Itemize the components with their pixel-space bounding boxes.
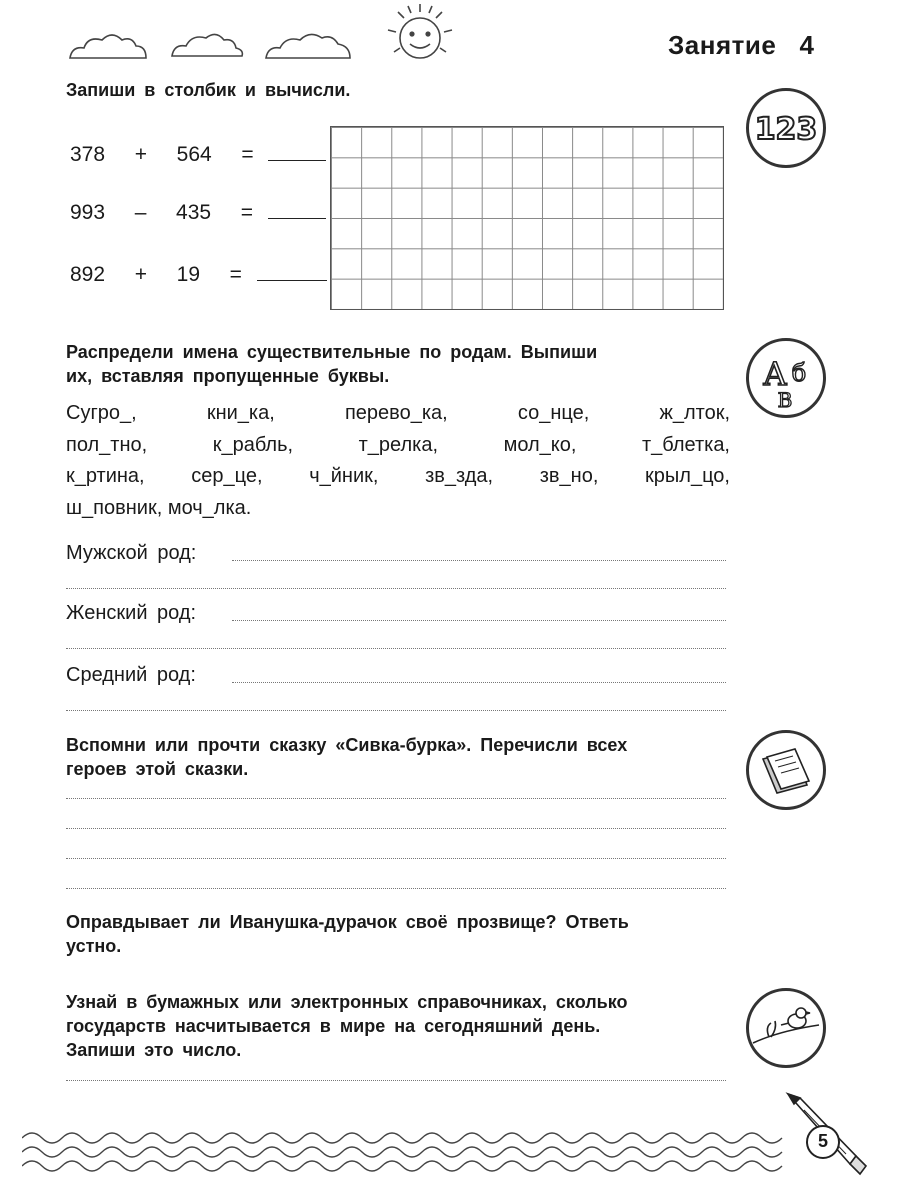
answer-blank[interactable]: [257, 262, 327, 281]
task3-instruction-2: героев этой сказки.: [66, 759, 249, 779]
task2-instruction-2: их, вставляя пропущенные буквы.: [66, 366, 390, 386]
write-line[interactable]: [66, 798, 726, 799]
label-feminine: Женский род:: [66, 602, 197, 624]
write-line[interactable]: [66, 588, 726, 589]
task4-instruction-1: Оправдывает ли Иванушка-дурачок своё прозвище? Ответь: [66, 912, 629, 932]
words-line: пол_тно, к_рабль, т_релка, мол_ко, т_блетка,: [66, 433, 730, 456]
write-line[interactable]: [66, 648, 726, 649]
equation-text: 892 + 19 =: [70, 263, 242, 286]
label-masculine: Мужской род:: [66, 542, 197, 564]
write-line[interactable]: [66, 710, 726, 711]
label-neuter: Средний род:: [66, 664, 196, 686]
wave-border: [22, 1118, 802, 1188]
task5-instruction-2: государств насчитывается в мире на сегодняшний день.: [66, 1016, 601, 1036]
letter-a: А: [762, 355, 788, 393]
header-decoration: [60, 0, 480, 80]
words-line: к_ртина, сер_це, ч_йник, зв_зда, зв_но, крыл_цо,: [66, 465, 730, 487]
write-line[interactable]: [232, 560, 726, 561]
letter-v: В: [777, 388, 793, 412]
page-title: Занятие 4: [668, 30, 815, 60]
equation-text: 378 + 564 =: [70, 143, 254, 166]
page-number: 5: [806, 1125, 840, 1159]
write-line[interactable]: [66, 828, 726, 829]
squared-grid[interactable]: [330, 126, 724, 310]
write-line[interactable]: [66, 858, 726, 859]
task2-instruction-1: Распредели имена существительные по родам. Выпиши: [66, 342, 598, 362]
sun-icon: [400, 18, 440, 58]
task3-instruction-1: Вспомни или прочти сказку «Сивка-бурка». Перечисли всех: [66, 735, 628, 755]
task1-instruction: Запиши в столбик и вычисли.: [66, 80, 351, 100]
cloud-icon: [266, 34, 350, 58]
bird-on-branch-icon: [746, 988, 826, 1068]
task5-instruction-1: Узнай в бумажных или электронных справочниках, сколько: [66, 992, 628, 1012]
cloud-icon: [70, 35, 146, 58]
letter-b-small: б: [791, 359, 807, 387]
answer-blank[interactable]: [268, 200, 326, 219]
answer-blank[interactable]: [268, 142, 326, 161]
equation-text: 993 – 435 =: [70, 201, 254, 224]
task5-instruction-3: Запиши это число.: [66, 1040, 242, 1060]
task4-instruction-2: устно.: [66, 936, 122, 956]
write-line[interactable]: [66, 888, 726, 889]
write-line[interactable]: [66, 1080, 726, 1081]
write-line[interactable]: [232, 682, 726, 683]
write-line[interactable]: [232, 620, 726, 621]
digits-text: 123: [754, 112, 818, 147]
words-list: [66, 398, 730, 524]
math-123-icon: [746, 88, 826, 168]
equation-1: [70, 142, 326, 167]
words-line: Сугро_, кни_ка, перево_ка, со_нце, ж_лток,: [66, 402, 730, 424]
abc-letters-icon: [746, 338, 826, 418]
equation-2: [70, 200, 326, 225]
cloud-icon: [172, 34, 242, 56]
book-icon: [746, 730, 826, 810]
words-line: ш_повник, моч_лка.: [66, 496, 252, 519]
equation-3: [70, 262, 327, 287]
